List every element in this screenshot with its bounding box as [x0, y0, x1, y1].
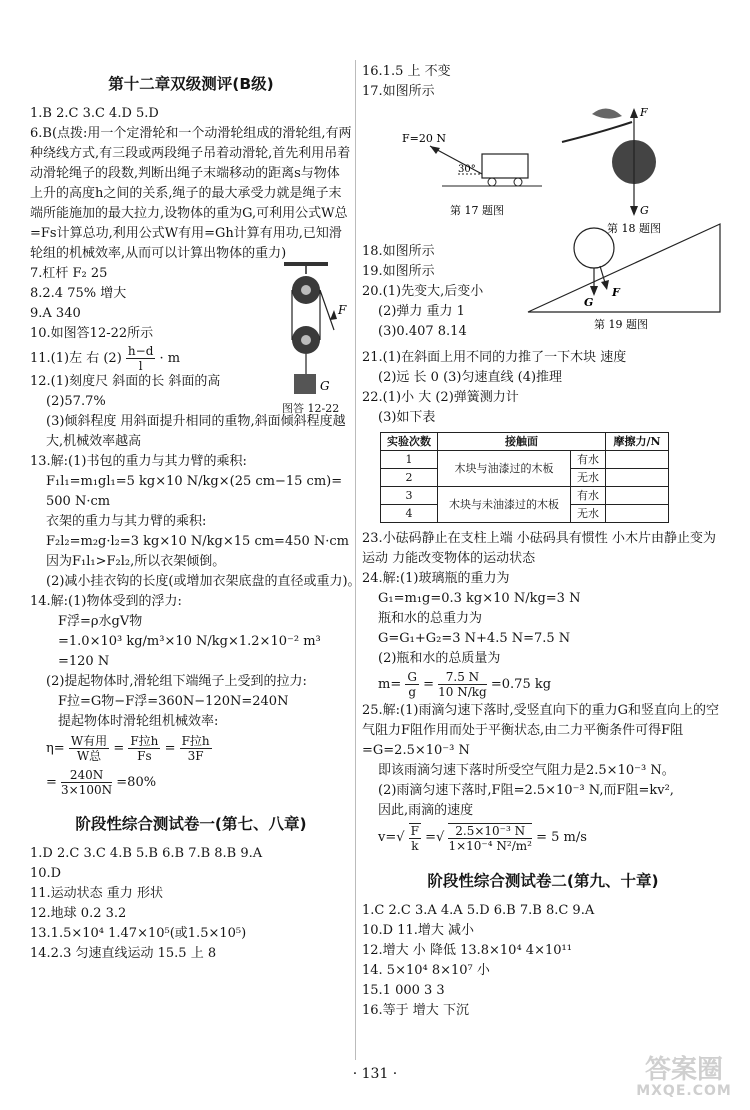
movable-pulley-axle — [301, 335, 311, 345]
fraction-mass — [438, 670, 487, 699]
answer-13-part2: (2)减小挂衣钩的长度(或增加衣架底盘的直径或重力)。 — [46, 574, 361, 589]
cart-wheel-left — [488, 178, 496, 186]
table-cell: 木块与油漆过的木板 — [438, 451, 571, 487]
load-label: G — [320, 379, 330, 393]
fraction-numerator: G — [407, 670, 417, 684]
answer-20-2: (2)弹力 重力 1 — [378, 304, 465, 319]
answer-19: 19.如图所示 — [362, 264, 435, 279]
load-block — [294, 374, 316, 394]
fraction-denominator: 1×10⁻⁴ N²/m² — [448, 838, 532, 853]
table-cell: 4 — [381, 505, 438, 523]
cart-wheel-right — [514, 178, 522, 186]
answer-24-mass-formula: m= $\frac{G}{g}$ = $\frac{7.5 N}{10 N/kg}$ =0.75 kg — [378, 670, 552, 699]
answer-24-intro: 24.解:(1)玻璃瓶的重力为 — [362, 571, 510, 586]
velocity-label: v=√ — [378, 830, 405, 845]
answer-24-eq1: G₁=m₁g=0.3 kg×10 N/kg=3 N — [378, 591, 581, 606]
answer-13-text2: 衣架的重力与其力臂的乘积: — [46, 514, 207, 529]
answer-13-eq2: F₂l₂=m₂g·l₂=3 kg×10 N/kg×15 cm=450 N·cm — [46, 534, 349, 549]
fraction-numerator: 2.5×10⁻³ N — [448, 824, 531, 839]
efficiency-value: =80% — [116, 775, 157, 790]
answer-14-part2: (2)提起物体时,滑轮组下端绳子上受到的拉力: — [46, 674, 307, 689]
table-cell: 无水 — [571, 469, 606, 487]
ceiling-bar — [284, 262, 328, 266]
answer-13-conclusion: 因为F₁l₁>F₂l₂,所以衣架倾倒。 — [46, 554, 226, 569]
fig18-gravity-label: G — [640, 204, 649, 217]
fraction-numerator: h−d — [127, 344, 154, 358]
fig19-normal-arrow — [601, 280, 609, 290]
answer-22-2: (3)如下表 — [378, 410, 436, 425]
cart-body — [482, 154, 528, 178]
table-cell: 有水 — [571, 451, 606, 469]
answer-21-2: (2)远 长 0 (3)匀速直线 (4)推理 — [378, 370, 563, 385]
test1-answer-10: 10.D — [30, 866, 62, 881]
answer-7: 7.杠杆 F₂ 25 — [30, 266, 108, 281]
table-header: 摩擦力/N — [606, 433, 669, 451]
rope-free-end — [320, 290, 334, 330]
fraction-velocity — [448, 823, 531, 853]
answer-24-part2: (2)瓶和水的总质量为 — [378, 651, 501, 666]
fig18-force-label: F — [640, 106, 648, 119]
answer-12-1: 12.(1)刻度尺 斜面的长 斜面的高 — [30, 374, 221, 389]
test2-answer-14: 14. 5×10⁴ 8×10⁷ 小 — [362, 963, 490, 978]
fraction-g — [405, 670, 419, 699]
table-header: 实验次数 — [381, 433, 438, 451]
answer-24-eq2: G=G₁+G₂=3 N+4.5 N=7.5 N — [378, 631, 571, 646]
force-label: F — [338, 303, 347, 317]
table-cell: 3 — [381, 487, 438, 505]
section-title-chapter12: 第十二章双级测评(B级) — [108, 75, 274, 93]
page-number: · 131 · — [352, 1066, 398, 1082]
fig19-gravity-arrow — [590, 286, 598, 296]
fraction-denominator: 3F — [187, 749, 204, 763]
figure-19 — [524, 204, 724, 332]
answer-14-efficiency-formula: η= $\frac{\text{W有用}}{\text{W总}}$ = $\frac{\text{F拉h}}{Fs}$ = $\frac{\text{F拉h}}{3F}$ — [46, 734, 210, 763]
right-column — [362, 62, 724, 1021]
fraction-denominator: g — [408, 685, 417, 699]
fraction-numerator: F — [410, 823, 419, 838]
pulley-figure — [274, 260, 356, 408]
fraction-denominator: 10 N/kg — [438, 685, 487, 699]
table-cell: 木块与未油漆过的木板 — [438, 487, 571, 523]
answer-22-1: 22.(1)小 大 (2)弹簧测力计 — [362, 390, 519, 405]
left-column — [30, 56, 361, 964]
fraction-numerator: F拉h — [130, 734, 159, 748]
answer-23: 23.小砝码静止在支柱上端 小砝码具有惯性 小木片由静止变为运动 力能改变物体的运动状态 — [362, 531, 716, 566]
pull-force-arrow — [430, 146, 440, 154]
fraction-denominator: 3×100N — [61, 783, 113, 797]
answer-14-efficiency-intro: 提起物体时滑轮组机械效率: — [58, 714, 219, 729]
answer-13-eq1: F₁l₁=m₁gl₁=5 kg×10 N/kg×(25 cm−15 cm)= — [46, 474, 343, 489]
test2-answers-12-13: 12.增大 小 降低 13.8×10⁴ 4×10¹¹ — [362, 943, 572, 958]
fig17-angle-label: 30° — [458, 164, 476, 175]
answer-13-intro: 13.解:(1)书包的重力与其力臂的乘积: — [30, 454, 247, 469]
answer-20-1: 20.(1)先变大,后变小 — [362, 284, 484, 299]
answer-25-conclusion: 即该雨滴匀速下落时所受空气阻力是2.5×10⁻³ N。 — [378, 763, 675, 778]
fraction-denominator: k — [411, 838, 419, 853]
answer-14-efficiency-result: = $\frac{240N}{3\times 100N}$ =80% — [46, 768, 157, 797]
table-cell — [606, 469, 669, 487]
section-title-test1: 阶段性综合测试卷一(第七、八章) — [75, 815, 307, 833]
fig18-caption: 第 18 题图 — [607, 222, 661, 235]
watermark-logo-text: 答案圈 — [644, 1055, 723, 1085]
test1-answer-11: 11.运动状态 重力 形状 — [30, 886, 163, 901]
answer-14-buoyancy-result: =120 N — [58, 654, 110, 669]
watermark — [624, 1056, 744, 1104]
answer-25-text: 因此,雨滴的速度 — [378, 803, 474, 818]
table-row — [381, 487, 669, 505]
answer-14-tension: F拉=G物−F浮=360N−120N=240N — [58, 694, 289, 709]
velocity-value: = 5 m/s — [536, 830, 587, 845]
answer-8: 8.2.4 75% 增大 — [30, 286, 127, 301]
table-cell — [606, 451, 669, 469]
fig17-force-label: F=20 N — [402, 132, 446, 145]
table-cell: 无水 — [571, 505, 606, 523]
answer-10: 10.如图答12-22所示 — [30, 326, 154, 341]
test2-answers-1-9: 1.C 2.C 3.A 4.A 5.D 6.B 7.B 8.C 9.A — [362, 903, 595, 918]
answer-12-2: (2)57.7% — [46, 394, 106, 409]
answer-25-velocity-formula — [362, 821, 724, 855]
answer-11-text: 11.(1)左 右 (2) — [30, 351, 122, 366]
fraction-result — [61, 768, 112, 797]
answer-18: 18.如图所示 — [362, 244, 435, 259]
table-row — [381, 451, 669, 469]
section-title-test2: 阶段性综合测试卷二(第九、十章) — [427, 872, 659, 890]
test1-answer-13: 13.1.5×10⁴ 1.47×10⁵(或1.5×10⁵) — [30, 926, 247, 941]
branch — [562, 122, 632, 142]
table-cell: 有水 — [571, 487, 606, 505]
table-cell — [606, 505, 669, 523]
experiment-table — [380, 432, 669, 523]
mass-value: =0.75 kg — [490, 677, 552, 692]
table-header: 接触面 — [438, 433, 606, 451]
mass-label: m= — [378, 677, 402, 692]
fraction-numerator: 7.5 N — [438, 670, 487, 685]
answers-18-20-block — [362, 242, 724, 342]
answer-12-3: (3)倾斜程度 用斜面提升相同的重物,斜面倾斜程度越大,机械效率越高 — [46, 414, 346, 449]
fraction-fk — [409, 823, 421, 853]
fig17-caption: 第 17 题图 — [450, 204, 504, 217]
table-cell: 2 — [381, 469, 438, 487]
fig19-gravity-label: G — [584, 296, 594, 309]
fraction-3f — [180, 734, 212, 763]
test2-answers-10-11: 10.D 11.增大 减小 — [362, 923, 475, 938]
answer-14-buoyancy-calc: =1.0×10³ kg/m³×10 N/kg×1.2×10⁻² m³ — [58, 634, 321, 649]
incline — [528, 224, 720, 312]
ball — [574, 228, 614, 268]
watermark-url: MXQE.COM — [636, 1083, 732, 1099]
answer-24-text2: 瓶和水的总重力为 — [378, 611, 483, 626]
table-header-row — [381, 433, 669, 451]
fraction-denominator: l — [138, 359, 143, 373]
answer-1-5: 1.B 2.C 3.C 4.D 5.D — [30, 106, 159, 121]
fraction-numerator: F拉h — [181, 734, 210, 748]
answer-13-eq1-result: 500 N·cm — [46, 494, 111, 509]
answer-14-buoyancy-formula: F浮=ρ水gV物 — [58, 614, 143, 629]
test1-answer-12: 12.地球 0.2 3.2 — [30, 906, 127, 921]
leaf — [592, 108, 622, 118]
fraction-w — [69, 734, 109, 763]
fig19-caption: 第 19 题图 — [594, 318, 648, 331]
fraction-denominator: Fs — [137, 749, 152, 763]
fraction-numerator: W有用 — [70, 734, 108, 748]
fraction-numerator: 240N — [61, 768, 112, 783]
answer-16: 16.1.5 上 不变 — [362, 64, 451, 79]
answer-20-3: (3)0.407 8.14 — [378, 324, 467, 339]
table-cell — [606, 487, 669, 505]
answer-14-intro: 14.解:(1)物体受到的浮力: — [30, 594, 182, 609]
answer-6: 6.B(点拨:用一个定滑轮和一个动滑轮组成的滑轮组,有两种绕线方式,有三段或两段绳子吊着动滑轮,首先利用吊着动滑轮绳子的段数,判断出绳子末端移动的距离s与物体上升的高度h之间的关系,绳子的最大承受力就是绳子末端所能施加的最大拉力,设物体的重为G,可利用公式W总=Fs计算总功,利用公式W有用=Gh计算有用功,已知滑轮组的机械效率,从而可以计算出物体的重力) — [30, 126, 352, 261]
answer-11-tail: · m — [159, 351, 181, 366]
answer-21-1: 21.(1)在斜面上用不同的力推了一下木块 速度 — [362, 350, 627, 365]
test1-answers-1-9: 1.D 2.C 3.C 4.B 5.B 6.B 7.B 8.B 9.A — [30, 846, 263, 861]
fixed-pulley-axle — [301, 285, 311, 295]
answer-11-fraction — [126, 344, 155, 373]
answer-9: 9.A 340 — [30, 306, 81, 321]
answer-25-part2: (2)雨滴匀速下落时,F阻=2.5×10⁻³ N,而F阻=kv², — [378, 783, 674, 798]
answer-25-1: 25.解:(1)雨滴匀速下落时,受竖直向下的重力G和竖直向上的空气阻力F阻作用而处于平衡状态,由二力平衡条件可得F阻=G=2.5×10⁻³ N — [362, 703, 719, 758]
eta-label: η= — [46, 741, 65, 756]
answer-17: 17.如图所示 — [362, 84, 435, 99]
table-cell: 1 — [381, 451, 438, 469]
test2-answer-16: 16.等于 增大 下沉 — [362, 1003, 469, 1018]
fraction-denominator: W总 — [76, 749, 102, 763]
figure-caption-12-22: 图答 12-22 — [282, 402, 340, 415]
fraction-fh — [128, 734, 160, 763]
sqrt-sign: =√ — [425, 830, 445, 845]
test2-answer-15: 15.1 000 3 3 — [362, 983, 445, 998]
fig19-force-label: F — [612, 286, 620, 299]
force-arrow-head — [330, 310, 337, 320]
tension-arrow — [630, 108, 638, 118]
test1-answer-14-15: 14.2.3 匀速直线运动 15.5 上 8 — [30, 946, 217, 961]
column-divider — [355, 60, 356, 1060]
